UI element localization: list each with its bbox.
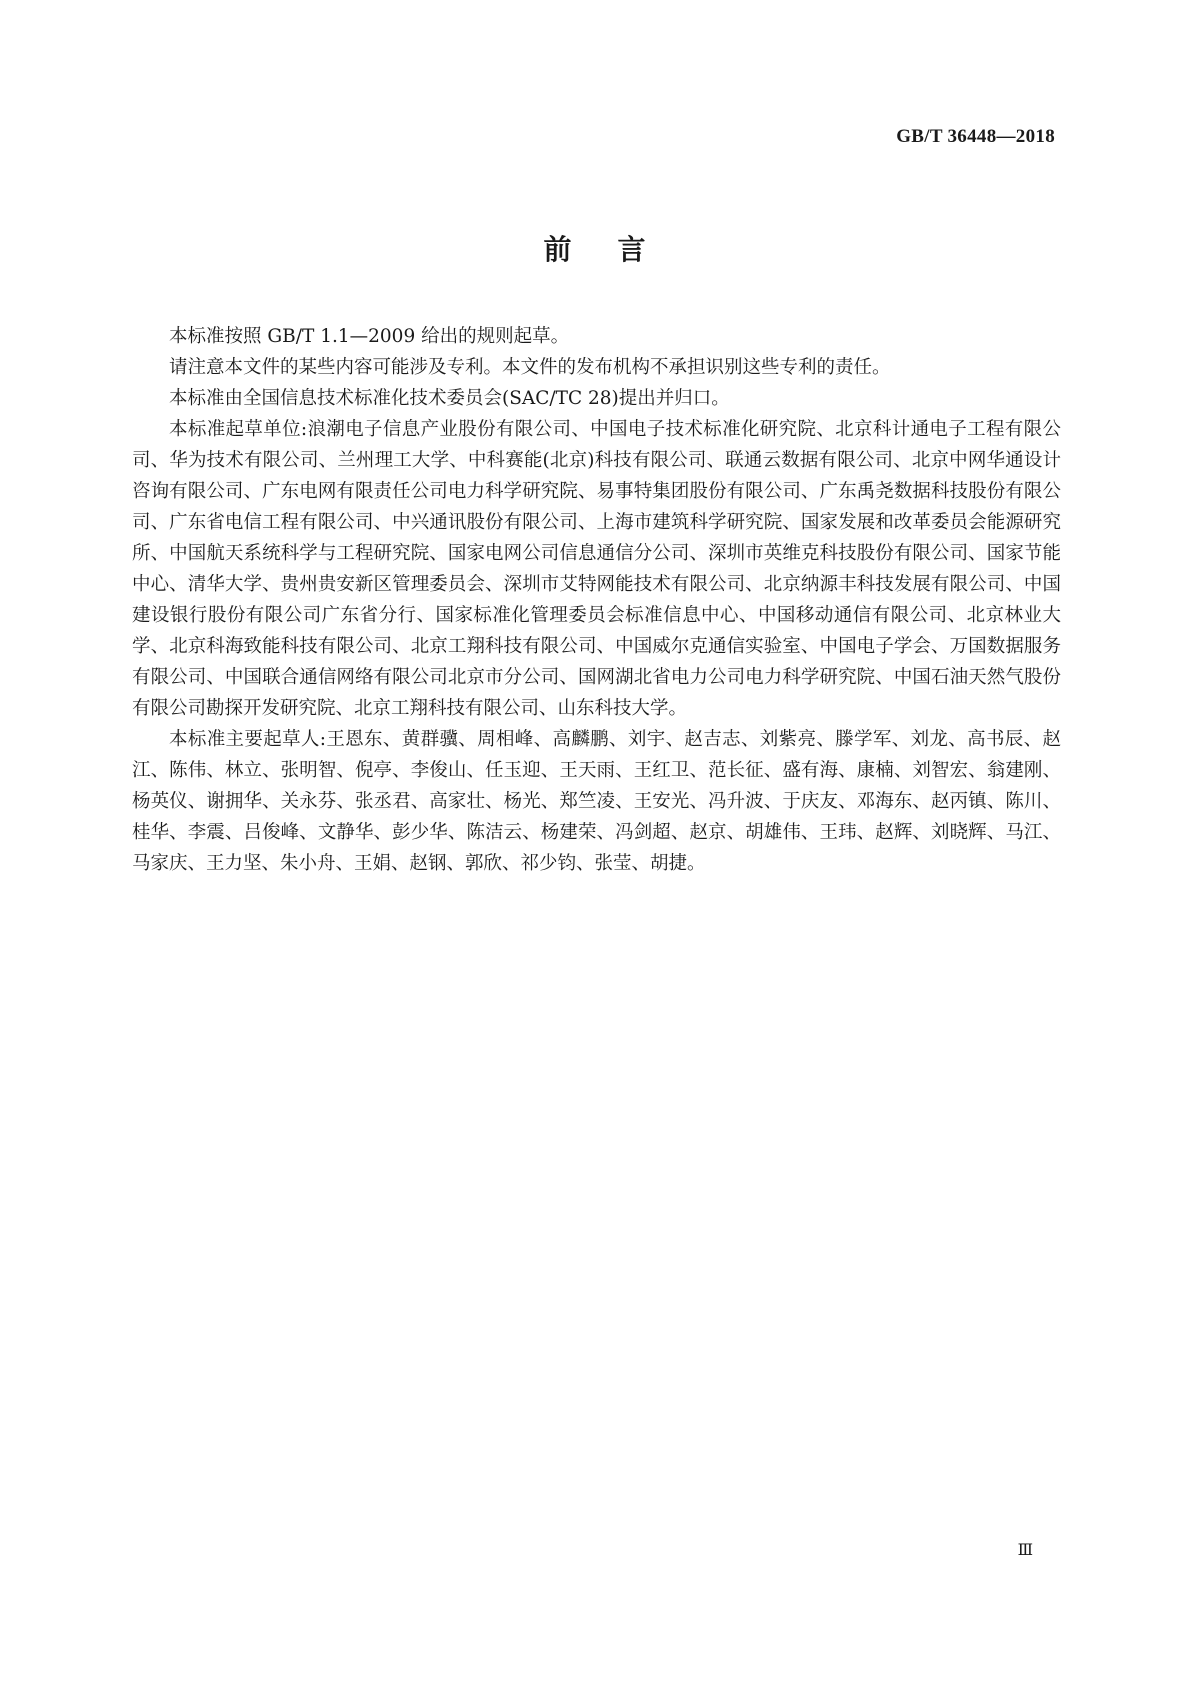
paragraph-proposer: 本标准由全国信息技术标准化技术委员会(SAC/TC 28)提出并归口。	[169, 388, 730, 409]
page-title-char-2: 言	[617, 233, 648, 266]
paragraph-main-drafters: 本标准主要起草人:王恩东、黄群骥、周相峰、高麟鹏、刘宇、赵吉志、刘紫亮、滕学军、刘龙、高书辰、赵江、陈伟、林立、张明智、倪亭、李俊山、任玉迎、王天雨、王红卫、范长征、盛有海、康楠、刘智宏、翁建刚、杨英仪、谢拥华、关永芬、张丞君、高家壮、杨光、郑竺凌、王安光、冯升波、于庆友、邓海东、赵丙镇、陈川、桂华、李震、吕俊峰、文静华、彭少华、陈洁云、杨建荣、冯剑超、赵京、胡雄伟、王玮、赵辉、刘晓辉、马江、马家庆、王力坚、朱小舟、王娟、赵钢、郭欣、祁少钧、张莹、胡捷。	[132, 729, 1061, 874]
page-title-char-1: 前	[543, 233, 574, 266]
foreword-body	[132, 321, 1061, 879]
page-title	[0, 228, 1191, 268]
standard-number: GB/T 36448—2018	[896, 126, 1055, 147]
paragraph-drafting-organizations: 本标准起草单位:浪潮电子信息产业股份有限公司、中国电子技术标准化研究院、北京科计通电子工程有限公司、华为技术有限公司、兰州理工大学、中科赛能(北京)科技有限公司、联通云数据有限公司、北京中网华通设计咨询有限公司、广东电网有限责任公司电力科学研究院、易事特集团股份有限公司、广东禹尧数据科技股份有限公司、广东省电信工程有限公司、中兴通讯股份有限公司、上海市建筑科学研究院、国家发展和改革委员会能源研究所、中国航天系统科学与工程研究院、国家电网公司信息通信分公司、深圳市英维克科技股份有限公司、国家节能中心、清华大学、贵州贵安新区管理委员会、深圳市艾特网能技术有限公司、北京纳源丰科技发展有限公司、中国建设银行股份有限公司广东省分行、国家标准化管理委员会标准信息中心、中国移动通信有限公司、北京林业大学、北京科海致能科技有限公司、北京工翔科技有限公司、中国威尔克通信实验室、中国电子学会、万国数据服务有限公司、中国联合通信网络有限公司北京市分公司、国网湖北省电力公司电力科学研究院、中国石油天然气股份有限公司勘探开发研究院、北京工翔科技有限公司、山东科技大学。	[132, 419, 1061, 719]
paragraph-patent-notice: 请注意本文件的某些内容可能涉及专利。本文件的发布机构不承担识别这些专利的责任。	[169, 357, 891, 378]
page-number: Ⅲ	[1017, 1542, 1033, 1559]
paragraph-drafting-rules: 本标准按照 GB/T 1.1—2009 给出的规则起草。	[169, 326, 570, 347]
